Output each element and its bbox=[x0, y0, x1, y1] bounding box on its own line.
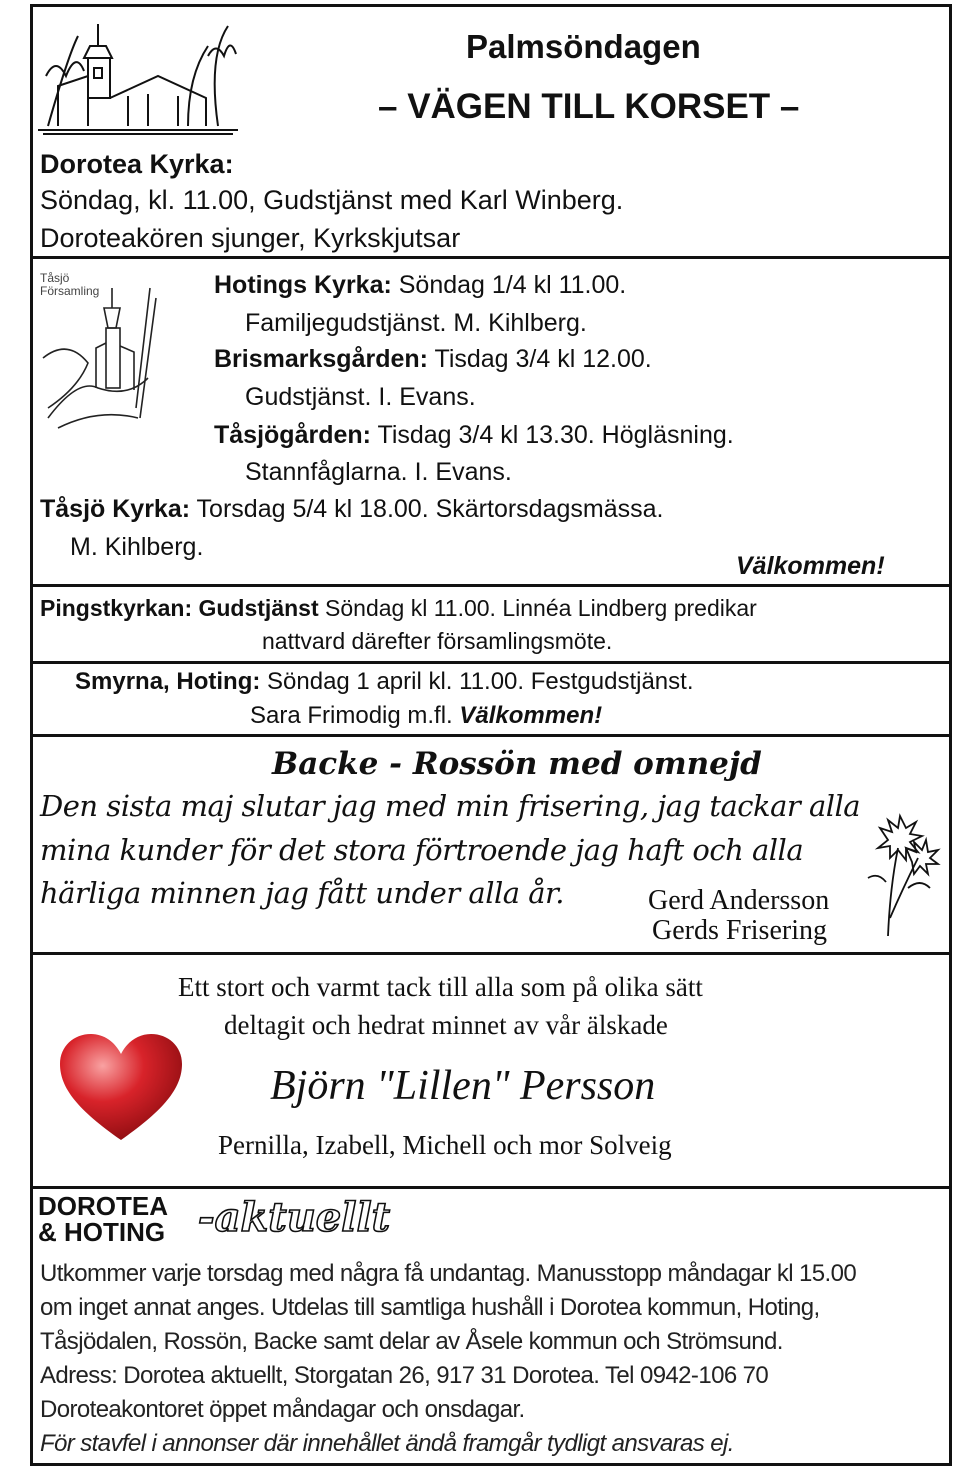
frisering-line2: mina kunder för det stora förtroende jag haft och alla bbox=[40, 833, 804, 867]
smyrna-label: Smyrna, Hoting: bbox=[75, 668, 261, 695]
brismark-label: Brismarksgården: bbox=[214, 345, 428, 373]
dorotea-heading: Dorotea Kyrka: bbox=[40, 149, 234, 179]
frisering-line1: Den sista maj slutar jag med min frisering, jag tackar alla bbox=[40, 789, 861, 823]
footer-line6: För stavfel i annonser där innehållet ändå framgår tydligt ansvaras ej. bbox=[40, 1430, 734, 1457]
footer-logo-line2: & HOTING bbox=[38, 1217, 166, 1247]
footer-logo-line1: DOROTEA bbox=[38, 1191, 168, 1221]
hotings-line2: Familjegudstjänst. M. Kihlberg. bbox=[245, 309, 587, 337]
tasjogarden-label: Tåsjögården: bbox=[214, 421, 371, 449]
heart-icon bbox=[58, 1032, 184, 1144]
divider-2 bbox=[30, 584, 952, 587]
frisering-sign1: Gerd Andersson bbox=[648, 885, 830, 916]
divider-5 bbox=[30, 952, 952, 955]
divider-3 bbox=[30, 661, 952, 664]
pingst-text: Söndag kl 11.00. Linnéa Lindberg predikar bbox=[318, 595, 757, 621]
footer-line3: Tåsjödalen, Rossön, Backe samt delar av Åsele kommun och Strömsund. bbox=[40, 1328, 783, 1355]
pingst-line2: nattvard därefter församlingsmöte. bbox=[262, 628, 613, 654]
divider-6 bbox=[30, 1186, 952, 1189]
smyrna-line2: Sara Frimodig m.fl. bbox=[250, 702, 460, 729]
footer-line4: Adress: Dorotea aktuellt, Storgatan 26, 917 31 Dorotea. Tel 0942-106 70 bbox=[40, 1362, 769, 1389]
frisering-line3: härliga minnen jag fått under alla år. bbox=[40, 876, 564, 910]
frisering-sign2: Gerds Frisering bbox=[652, 915, 827, 946]
tasjo-logo-text: Tåsjö Församling bbox=[40, 271, 100, 298]
footer-line5: Doroteakontoret öppet måndagar och onsdagar. bbox=[40, 1396, 525, 1423]
tasjogarden-text: Tisdag 3/4 kl 13.30. Högläsning. bbox=[370, 421, 734, 449]
memorial-name: Björn "Lillen" Persson bbox=[270, 1063, 656, 1109]
tasjo-kyrka-line2: M. Kihlberg. bbox=[70, 533, 204, 561]
smyrna-text: Söndag 1 april kl. 11.00. Festgudstjänst. bbox=[260, 668, 694, 695]
tasjo-welcome: Välkommen! bbox=[736, 552, 885, 580]
smyrna-welcome: Välkommen! bbox=[459, 702, 603, 729]
memorial-line2: deltagit och hedrat minnet av vår älskade bbox=[224, 1010, 668, 1040]
flower-icon bbox=[858, 808, 942, 938]
smyrna-entry bbox=[75, 666, 694, 698]
church-drawing-icon bbox=[38, 16, 238, 138]
dorotea-line1: Söndag, kl. 11.00, Gudstjänst med Karl Winberg. bbox=[40, 185, 624, 215]
hotings-label: Hotings Kyrka: bbox=[214, 271, 392, 299]
tasjo-kyrka-text: Torsdag 5/4 kl 18.00. Skärtorsdagsmässa. bbox=[190, 495, 664, 523]
tasjogarden-entry bbox=[214, 420, 734, 450]
hotings-entry bbox=[214, 270, 626, 300]
event-title: Palmsöndagen bbox=[466, 28, 701, 65]
divider-1 bbox=[30, 256, 952, 259]
footer-line1: Utkommer varje torsdag med några få undantag. Manusstopp måndagar kl 15.00 bbox=[40, 1260, 857, 1287]
tasjo-kyrka-entry bbox=[40, 494, 663, 524]
brismark-line2: Gudstjänst. I. Evans. bbox=[245, 383, 476, 411]
footer-logo-word: -aktuellt bbox=[198, 1194, 391, 1241]
smyrna-line2-row bbox=[250, 700, 602, 732]
event-subtitle: – VÄGEN TILL KORSET – bbox=[378, 87, 800, 126]
divider-4 bbox=[30, 734, 952, 737]
pingst-entry bbox=[40, 593, 757, 623]
memorial-family: Pernilla, Izabell, Michell och mor Solveig bbox=[218, 1130, 672, 1160]
dorotea-line2: Doroteakören sjunger, Kyrkskjutsar bbox=[40, 223, 461, 253]
tasjogarden-line2: Stannfåglarna. I. Evans. bbox=[245, 458, 512, 486]
brismark-entry bbox=[214, 344, 652, 374]
footer-line2: om inget annat anges. Utdelas till samtliga hushåll i Dorotea kommun, Hoting, bbox=[40, 1294, 820, 1321]
memorial-line1: Ett stort och varmt tack till alla som på olika sätt bbox=[178, 972, 703, 1002]
brismark-text: Tisdag 3/4 kl 12.00. bbox=[427, 345, 652, 373]
frisering-heading: Backe - Rossön med omnejd bbox=[272, 746, 762, 782]
tasjo-kyrka-label: Tåsjö Kyrka: bbox=[40, 495, 191, 523]
hotings-text: Söndag 1/4 kl 11.00. bbox=[391, 271, 627, 299]
pingst-label: Pingstkyrkan: Gudstjänst bbox=[40, 595, 319, 621]
